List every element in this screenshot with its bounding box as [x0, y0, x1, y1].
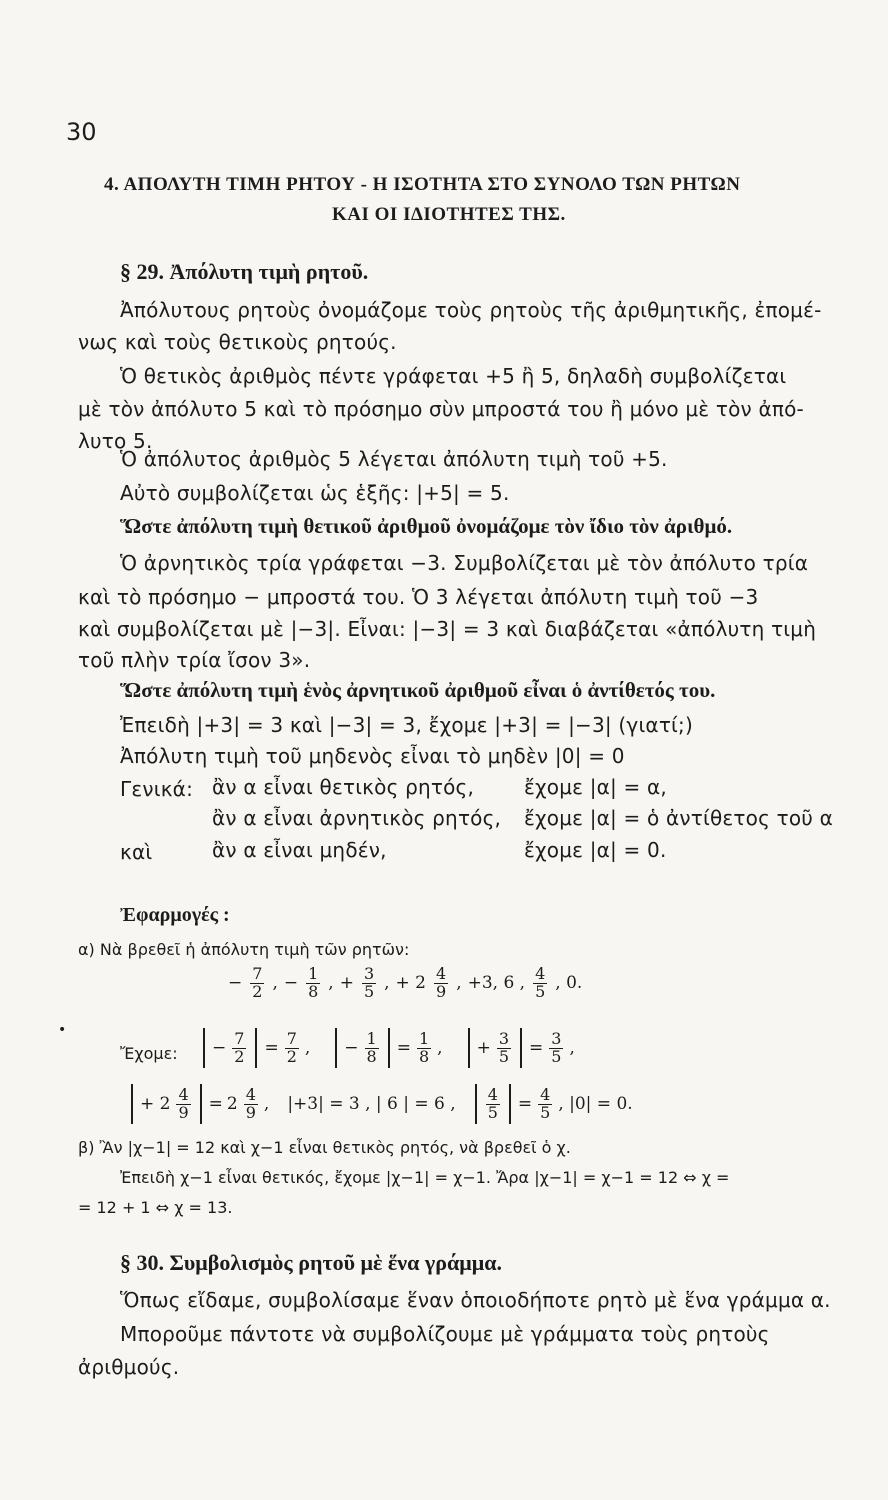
paragraph-line: καὶ συμβολίζεται μὲ |−3|. Εἶναι: |−3| = 3 καὶ διαβάζεται «ἀπόλυτη τιμὴ [78, 617, 817, 641]
general-result-2: ἔχομε |α| = ὁ ἀντίθετος τοῦ α [524, 806, 833, 830]
paragraph-line: Ἀπόλυτη τιμὴ τοῦ μηδενὸς εἶναι τὸ μηδὲν |0| = 0 [120, 744, 625, 768]
have-label: Ἔχομε: [120, 1044, 178, 1063]
rationals-list: − $\frac{7}{2}$ , − $\frac{1}{8}$ , + $\frac{3}{5}$ , + 2 $\frac{4}{9}$ , +3, 6 , $\frac{4}{5}$ , 0. [228, 964, 583, 1001]
paragraph-line: μὲ τὸν ἀπόλυτο 5 καὶ τὸ πρόσημο σὺν μπροστά του ἢ μόνο μὲ τὸν ἀπό- [78, 397, 804, 421]
abs-values-line-1: − $\frac{7}{2}$ = $\frac{7}{2}$ , − $\frac{1}{8}$ = $\frac{1}{8}$ , + $\frac{3}{5}$ = $\frac{3}{5}$ , [200, 1028, 575, 1068]
term-sign: − [283, 973, 299, 994]
section-30-title: § 30. Συμβολισμὸς ρητοῦ μὲ ἕνα γράμμα. [120, 1250, 502, 1275]
paragraph-line: νως καὶ τοὺς θετικοὺς ρητούς. [78, 330, 397, 354]
abs-values-middle: |+3| = 3 , | 6 | = 6 , [287, 1094, 456, 1114]
fraction: $\frac{4}{9}$ [436, 964, 447, 1001]
fraction: $\frac{7}{2}$ [252, 964, 263, 1001]
paragraph-line: Ὅπως εἴδαμε, συμβολίσαμε ἕναν ὁποιοδήποτε ρητὸ μὲ ἕνα γράμμα α. [120, 1288, 831, 1312]
general-label: Γενικά: [120, 777, 194, 801]
section-29-title: § 29. Ἀπόλυτη τιμὴ ρητοῦ. [120, 259, 369, 284]
paragraph-line: Ὁ θετικὸς ἀριθμὸς πέντε γράφεται +5 ἢ 5, δηλαδὴ συμβολίζεται [120, 364, 787, 388]
chapter-title-line2: ΚΑΙ ΟΙ ΙΔΙΟΤΗΤΕΣ ΤΗΣ. [332, 204, 566, 225]
paragraph-line: Αὐτὸ συμβολίζεται ὡς ἑξῆς: |+5| = 5. [120, 481, 510, 505]
bullet-dot: • [58, 1022, 67, 1038]
paragraph-line: ἀριθμούς. [78, 1355, 180, 1379]
general-result-3: ἔχομε |α| = 0. [524, 838, 667, 862]
fraction: $\frac{3}{5}$ [363, 964, 375, 1001]
paragraph-line: Ἀπόλυτους ρητοὺς ὀνομάζομε τοὺς ρητοὺς τῆς ἀριθμητικῆς, ἐπομέ- [120, 298, 822, 322]
abs-values-line-2: + 2 $\frac{4}{9}$ = 2 $\frac{4}{9}$ , |+3| = 3 , | 6 | = 6 , $\frac{4}{5}$ = $\frac{4}{5}$ , |0| = 0. [128, 1084, 633, 1124]
general-case-1: ἂν α εἶναι θετικὸς ρητός, [212, 775, 475, 799]
general-case-2: ἂν α εἶναι ἀρνητικὸς ρητός, [212, 806, 502, 830]
exercise-a-prompt: α) Νὰ βρεθεῖ ἡ ἀπόλυτη τιμὴ τῶν ρητῶν: [78, 940, 410, 959]
paragraph-line: Ὁ ἀπόλυτος ἀριθμὸς 5 λέγεται ἀπόλυτη τιμὴ τοῦ +5. [120, 447, 668, 471]
bold-rule-positive: Ὥστε ἀπόλυτη τιμὴ θετικοῦ ἀριθμοῦ ὀνομάζομε τὸν ἴδιο τὸν ἀριθμό. [120, 514, 733, 538]
paragraph-line: τοῦ πλὴν τρία ἴσον 3». [78, 648, 311, 672]
exercise-b-solution-1: Ἐπειδὴ χ−1 εἶναι θετικός, ἔχομε |χ−1| = χ−1. Ἄρα |χ−1| = χ−1 = 12 ⇔ χ = [120, 1168, 730, 1187]
exercise-b-solution-2: = 12 + 1 ⇔ χ = 13. [78, 1198, 233, 1217]
page-number: 30 [66, 118, 97, 146]
applications-title: Ἐφαρμογές : [120, 904, 230, 926]
paragraph-line: καὶ τὸ πρόσημο − μπροστά του. Ὁ 3 λέγεται ἀπόλυτη τιμὴ τοῦ −3 [78, 585, 759, 609]
paragraph-line: Ὁ ἀρνητικὸς τρία γράφεται −3. Συμβολίζεται μὲ τὸν ἀπόλυτο τρία [120, 551, 809, 575]
fraction: $\frac{1}{8}$ [308, 964, 319, 1001]
term-sign: + [339, 973, 354, 994]
fraction: $\frac{4}{5}$ [535, 964, 546, 1001]
term-sign: + 2 [395, 973, 426, 994]
term-sign: − [228, 973, 243, 994]
paragraph-line: Ἐπειδὴ |+3| = 3 καὶ |−3| = 3, ἔχομε |+3| = |−3| (γιατί;) [120, 713, 693, 737]
and-label: καὶ [120, 840, 153, 864]
general-case-3: ἂν α εἶναι μηδέν, [212, 838, 387, 862]
general-result-1: ἔχομε |α| = α, [524, 775, 667, 799]
chapter-title-line1: 4. ΑΠΟΛΥΤΗ ΤΙΜΗ ΡΗΤΟΥ - Η ΙΣΟΤΗΤΑ ΣΤΟ ΣΥΝΟΛΟ ΤΩΝ ΡΗΤΩΝ [104, 174, 741, 195]
bold-rule-negative: Ὥστε ἀπόλυτη τιμὴ ἑνὸς ἀρνητικοῦ ἀριθμοῦ εἶναι ὁ ἀντίθετός του. [120, 678, 716, 702]
paragraph-line: Μποροῦμε πάντοτε νὰ συμβολίζουμε μὲ γράμματα τοὺς ρητοὺς [120, 1322, 770, 1346]
exercise-b-prompt: β) Ἂν |χ−1| = 12 καὶ χ−1 εἶναι θετικὸς ρητός, νὰ βρεθεῖ ὁ χ. [78, 1138, 571, 1157]
paragraph-line: λυτο 5. [78, 429, 153, 453]
term-rest: +3, 6 , [467, 973, 526, 994]
